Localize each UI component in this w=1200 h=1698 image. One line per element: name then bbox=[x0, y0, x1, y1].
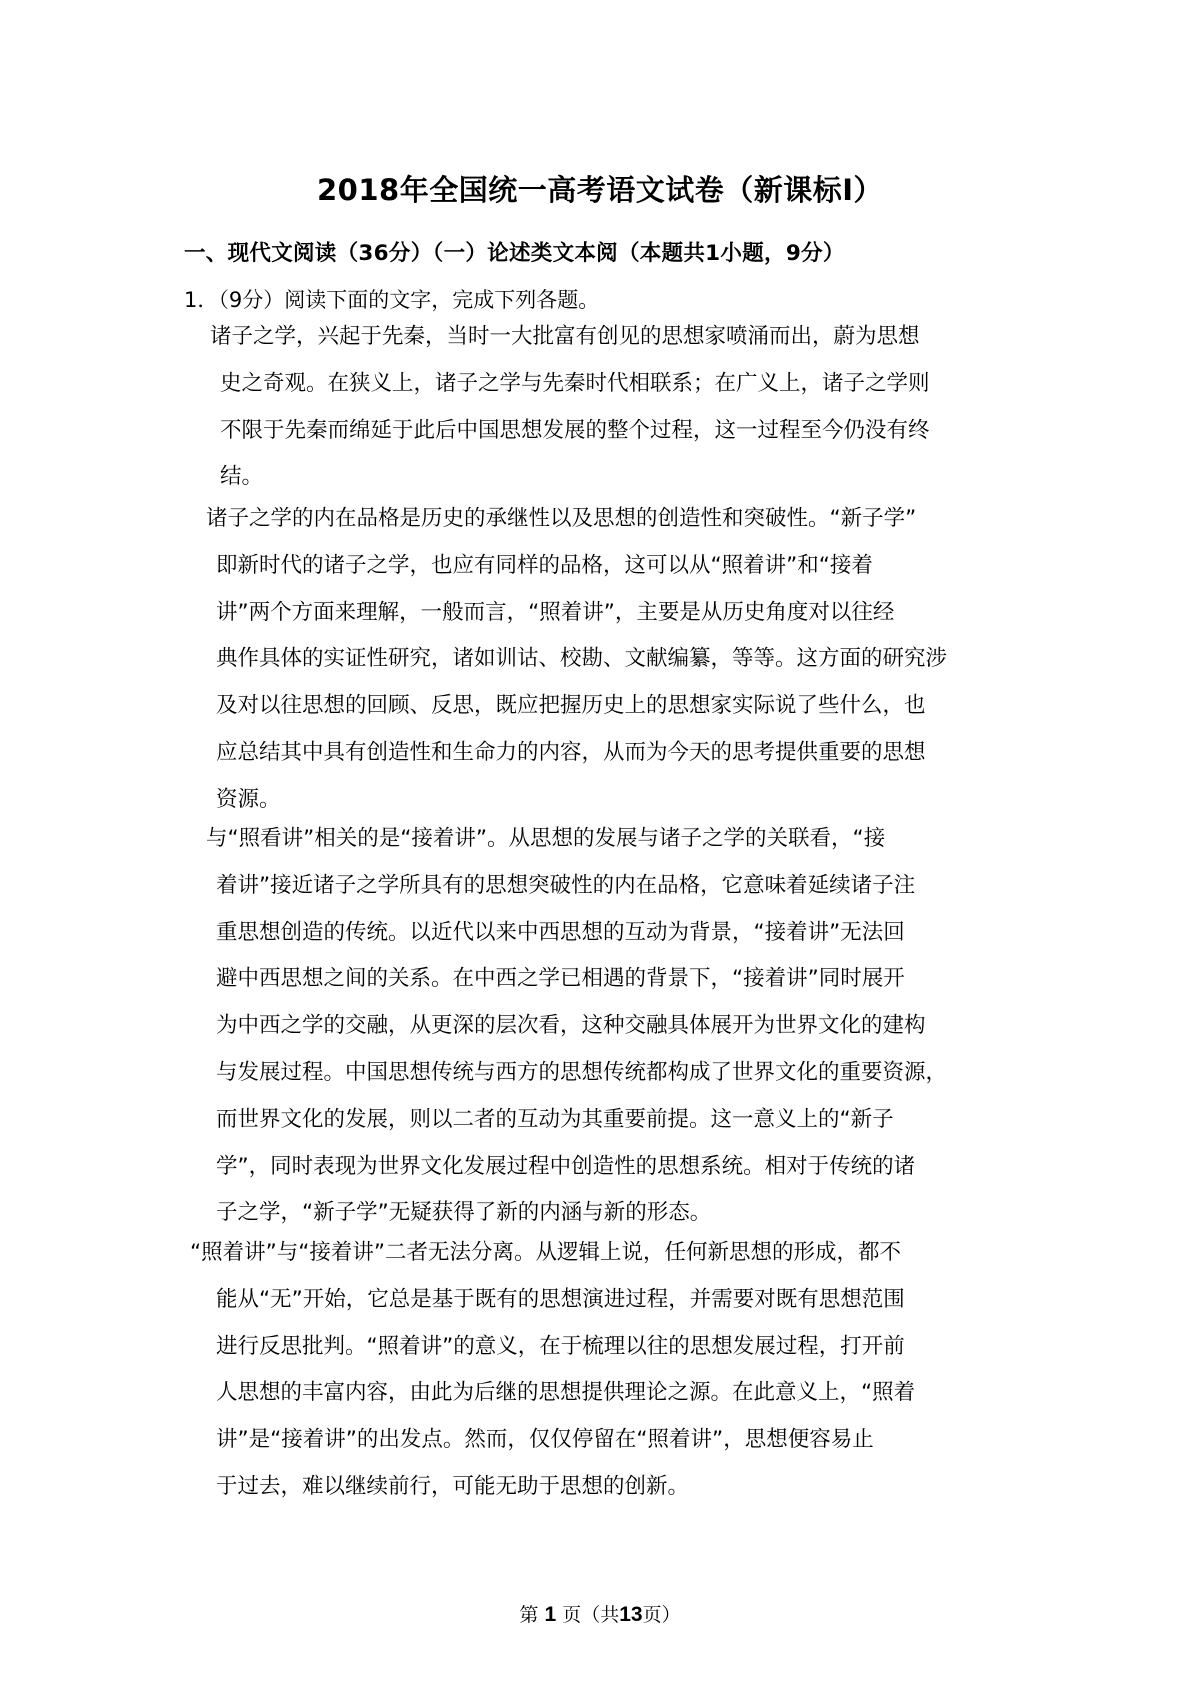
paragraph-line: 典作具体的实证性研究，诸如训诂、校勘、文献编纂，等等。这方面的研究涉 bbox=[216, 646, 948, 672]
paragraph-line: 应总结其中具有创造性和生命力的内容，从而为今天的思考提供重要的思想 bbox=[216, 739, 926, 765]
paragraph-line: 诸子之学，兴起于先秦，当时一大批富有创见的思想家喷涌而出，蔚为思想 bbox=[210, 324, 920, 349]
paragraph-line: 为中西之学的交融，从更深的层次看，这种交融具体展开为世界文化的建构 bbox=[216, 1013, 926, 1039]
footer-prefix: 第 bbox=[519, 1604, 539, 1626]
footer-page-number: 1 bbox=[544, 1603, 557, 1626]
paragraph-line: 避中西思想之间的关系。在中西之学已相遇的背景下，“接着讲”同时展开 bbox=[216, 966, 905, 992]
page-title: 2018年全国统一高考语文试卷（新课标Ⅰ） bbox=[316, 173, 883, 207]
paragraph-line: 着讲”接近诸子之学所具有的思想突破性的内在品格，它意味着延续诸子注 bbox=[216, 872, 916, 898]
paragraph-line: “照着讲”与“接着讲”二者无法分离。从逻辑上说，任何新思想的形成，都不 bbox=[190, 1240, 902, 1265]
paragraph-line: 子之学，“新子学”无疑获得了新的内涵与新的形态。 bbox=[216, 1200, 712, 1226]
page-footer bbox=[0, 1600, 1200, 1627]
paragraph-4 bbox=[190, 1230, 915, 1511]
paragraph-line: 即新时代的诸子之学，也应有同样的品格，这可以从“照着讲”和“接着 bbox=[216, 552, 873, 578]
paragraph-line: 不限于先秦而绵延于此后中国思想发展的整个过程，这一过程至今仍没有终 bbox=[220, 417, 930, 443]
paragraph-line: 能从“无”开始，它总是基于既有的思想演进过程，并需要对既有思想范围 bbox=[216, 1286, 905, 1312]
paragraph-line: 进行反思批判。“照着讲”的意义，在于梳理以往的思想发展过程，打开前 bbox=[216, 1333, 905, 1359]
paragraph-line: 讲”是“接着讲”的出发点。然而，仅仅停留在“照着讲”，思想便容易止 bbox=[216, 1427, 874, 1453]
question-number: 1． bbox=[184, 288, 219, 312]
paragraph-line: 于过去，难以继续前行，可能无助于思想的创新。 bbox=[216, 1473, 690, 1499]
paragraph-1 bbox=[210, 314, 930, 501]
paragraph-line: 诸子之学的内在品格是历史的承继性以及思想的创造性和突破性。“新子学” bbox=[206, 506, 917, 531]
paragraph-2 bbox=[206, 496, 947, 824]
paragraph-line: 史之奇观。在狭义上，诸子之学与先秦时代相联系；在广义上，诸子之学则 bbox=[220, 370, 930, 396]
paragraph-line: 结。 bbox=[220, 464, 264, 490]
paragraph-line: 与“照看讲”相关的是“接着讲”。从思想的发展与诸子之学的关联看，“接 bbox=[206, 826, 886, 851]
footer-suffix: 页） bbox=[642, 1604, 681, 1626]
paragraph-line: 资源。 bbox=[216, 786, 281, 812]
paragraph-line: 人思想的丰富内容，由此为后继的思想提供理论之源。在此意义上，“照着 bbox=[216, 1380, 916, 1406]
paragraph-line: 而世界文化的发展，则以二者的互动为其重要前提。这一意义上的“新子 bbox=[216, 1106, 894, 1132]
paragraph-line: 讲”两个方面来理解，一般而言，“照着讲”，主要是从历史角度对以往经 bbox=[216, 599, 895, 625]
footer-middle: 页（共 bbox=[562, 1604, 620, 1626]
section-heading: 一、现代文阅读（36分）（一）论述类文本阅（本题共1小题，9分） bbox=[184, 241, 845, 266]
paragraph-line: 及对以往思想的回顾、反思，既应把握历史上的思想家实际说了些什么，也 bbox=[216, 693, 926, 719]
paragraph-line: 与发展过程。中国思想传统与西方的思想传统都构成了世界文化的重要资源， bbox=[216, 1059, 948, 1085]
paragraph-3 bbox=[206, 816, 947, 1237]
paragraph-line: 学”，同时表现为世界文化发展过程中创造性的思想系统。相对于传统的诸 bbox=[216, 1153, 916, 1179]
question-text: （9分）阅读下面的文字，完成下列各题。 bbox=[218, 288, 600, 312]
question-prompt bbox=[184, 284, 599, 314]
paragraph-line: 重思想创造的传统。以近代以来中西思想的互动为背景，“接着讲”无法回 bbox=[216, 919, 905, 945]
footer-total-pages: 13 bbox=[619, 1603, 643, 1626]
